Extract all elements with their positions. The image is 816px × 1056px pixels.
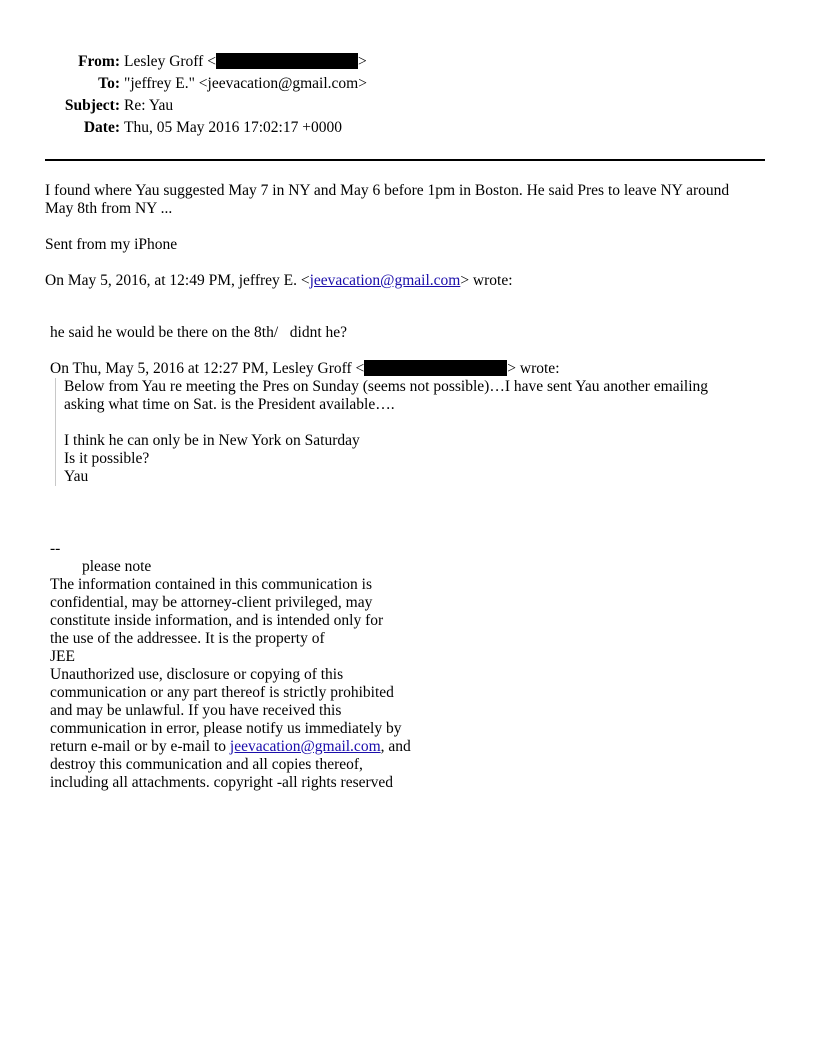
disclaimer-email-prefix: return e-mail or by e-mail to: [50, 738, 230, 755]
signature: Sent from my iPhone: [45, 236, 178, 253]
disclaimer-line-1: The information contained in this communication is: [50, 576, 372, 593]
disclaimer-line-9: communication in error, please notify us immediately by: [50, 720, 402, 737]
disclaimer-email-line: [50, 738, 411, 756]
from-name: Lesley Groff <: [124, 53, 216, 70]
disclaimer-line-11: including all attachments. copyright -all rights reserved: [50, 774, 394, 791]
date-label: Date:: [83, 119, 120, 136]
from-value: [124, 53, 367, 71]
disclaimer-line-8: and may be unlawful. If you have received this: [50, 702, 342, 719]
redacted-email: [216, 53, 358, 69]
disclaimer-email-suffix: , and: [380, 738, 411, 755]
disclaimer-line-4: the use of the addressee. It is the property of: [50, 630, 325, 647]
nested-line-5: Yau: [64, 468, 89, 485]
quote-attribution-1: [45, 272, 513, 290]
sig-dashes: --: [50, 540, 61, 557]
body-line-1: I found where Yau suggested May 7 in NY and May 6 before 1pm in Boston. He said Pres to leave NY around: [45, 182, 730, 199]
jeffrey-reply: he said he would be there on the 8th/ didnt he?: [50, 324, 348, 341]
disclaimer-line-2: confidential, may be attorney-client privileged, may: [50, 594, 373, 611]
quote-attribution-2: [50, 360, 560, 378]
nested-line-2: asking what time on Sat. is the President available….: [64, 396, 395, 413]
disclaimer-line-6: Unauthorized use, disclosure or copying of this: [50, 666, 344, 683]
nested-line-3: I think he can only be in New York on Saturday: [64, 432, 360, 449]
disclaimer-line-10: destroy this communication and all copies thereof,: [50, 756, 363, 773]
please-note: please note: [82, 558, 152, 575]
to-value: "jeffrey E." <jeevacation@gmail.com>: [124, 75, 367, 92]
subject-label: Subject:: [64, 97, 120, 114]
disclaimer-email-link[interactable]: jeevacation@gmail.com: [229, 738, 381, 755]
quote1-prefix: On May 5, 2016, at 12:49 PM, jeffrey E. <: [45, 272, 310, 289]
subject-value: Re: Yau: [124, 97, 174, 114]
redacted-email-2: [364, 360, 507, 376]
date-value: Thu, 05 May 2016 17:02:17 +0000: [124, 119, 342, 136]
from-close: >: [357, 53, 367, 70]
from-label: From:: [78, 53, 120, 70]
nested-line-4: Is it possible?: [64, 450, 150, 467]
to-label: To:: [98, 75, 120, 92]
nested-line-1: Below from Yau re meeting the Pres on Sunday (seems not possible)…I have sent Yau another emailing: [64, 378, 709, 395]
quote2-suffix: > wrote:: [507, 360, 560, 377]
quote2-prefix: On Thu, May 5, 2016 at 12:27 PM, Lesley Groff <: [50, 360, 365, 377]
body-line-2: May 8th from NY ...: [45, 200, 173, 217]
nested-quote-bar: [55, 378, 56, 486]
header-divider: [45, 159, 765, 161]
disclaimer-line-3: constitute inside information, and is intended only for: [50, 612, 384, 629]
quote1-email-link[interactable]: jeevacation@gmail.com: [309, 272, 461, 289]
disclaimer-line-7: communication or any part thereof is strictly prohibited: [50, 684, 394, 701]
quote1-suffix: > wrote:: [460, 272, 513, 289]
disclaimer-line-5: JEE: [50, 648, 75, 665]
